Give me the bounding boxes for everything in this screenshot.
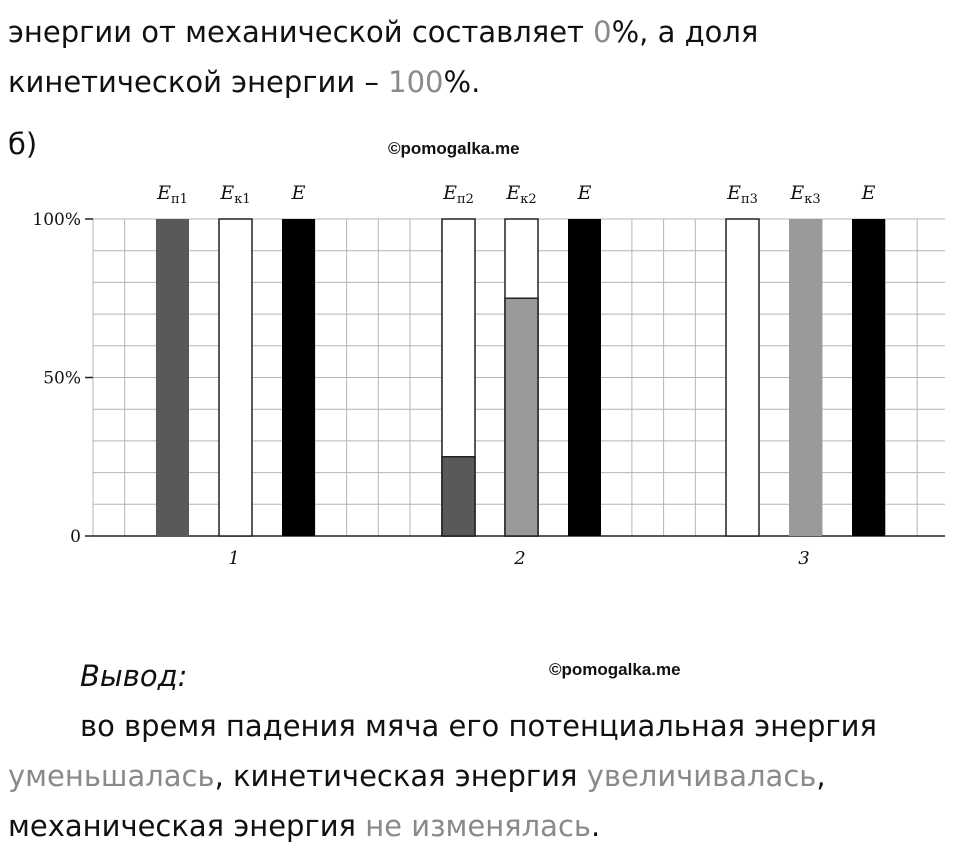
answer-value: уменьшалась <box>8 759 215 793</box>
bar-label: $E_{к3}$ <box>790 182 821 207</box>
bar-label: $E_{к2}$ <box>506 182 537 207</box>
y-tick-label: 50% <box>43 368 81 389</box>
answer-value: увеличивалась <box>586 759 817 793</box>
bar-label: E <box>577 182 592 204</box>
conclusion-text: механическая энергия <box>8 809 366 843</box>
watermark: ©pomogalka.me <box>388 139 520 158</box>
bar-label-subscript: к3 <box>804 192 821 207</box>
bar-label: E <box>861 182 876 204</box>
y-tick-label: 100% <box>32 210 81 230</box>
bar-label-subscript: п1 <box>170 192 188 207</box>
intro-text: энергии от механической составляет <box>8 15 594 49</box>
group-label: 2 <box>514 548 526 569</box>
bar-frame <box>219 219 252 536</box>
bar <box>789 219 822 536</box>
intro-text: %. <box>443 65 481 99</box>
bar <box>156 219 189 536</box>
bar <box>282 219 315 536</box>
answer-value: 100 <box>388 65 444 99</box>
bar-label: $E_{п3}$ <box>727 182 758 207</box>
conclusion-heading: Вывод: <box>80 659 188 693</box>
conclusion-text: , кинетическая энергия <box>214 759 587 793</box>
bar-label: $E_{п2}$ <box>443 182 474 207</box>
bar-label: $E_{к1}$ <box>220 182 251 207</box>
conclusion-line-2 <box>8 758 826 794</box>
bar <box>852 219 885 536</box>
bar <box>442 457 475 536</box>
bar-label-subscript: к2 <box>520 192 537 207</box>
bar-label-subscript: к1 <box>234 192 251 207</box>
group-label: 1 <box>228 548 240 569</box>
bar <box>505 298 538 536</box>
bar-label: E <box>291 182 306 204</box>
answer-value: 0 <box>593 15 612 49</box>
watermark: ©pomogalka.me <box>549 660 681 679</box>
bar-label: $E_{п1}$ <box>157 182 188 207</box>
group-label: 3 <box>798 548 810 569</box>
conclusion-text: , <box>816 759 826 793</box>
conclusion-text: . <box>590 809 601 843</box>
intro-text: кинетической энергии – <box>8 65 389 99</box>
y-tick-label: 0 <box>70 527 81 547</box>
part-label: б) <box>8 127 38 161</box>
bar-label-subscript: п3 <box>740 192 758 207</box>
bar-frame <box>726 219 759 536</box>
bar-label-subscript: п2 <box>456 192 474 207</box>
bar <box>568 219 601 536</box>
conclusion-line-3 <box>8 808 600 844</box>
answer-value: не изменялась <box>365 809 591 843</box>
conclusion-line-1: во время падения мяча его потенциальная энергия <box>80 709 877 743</box>
intro-text: %, а доля <box>611 15 759 49</box>
